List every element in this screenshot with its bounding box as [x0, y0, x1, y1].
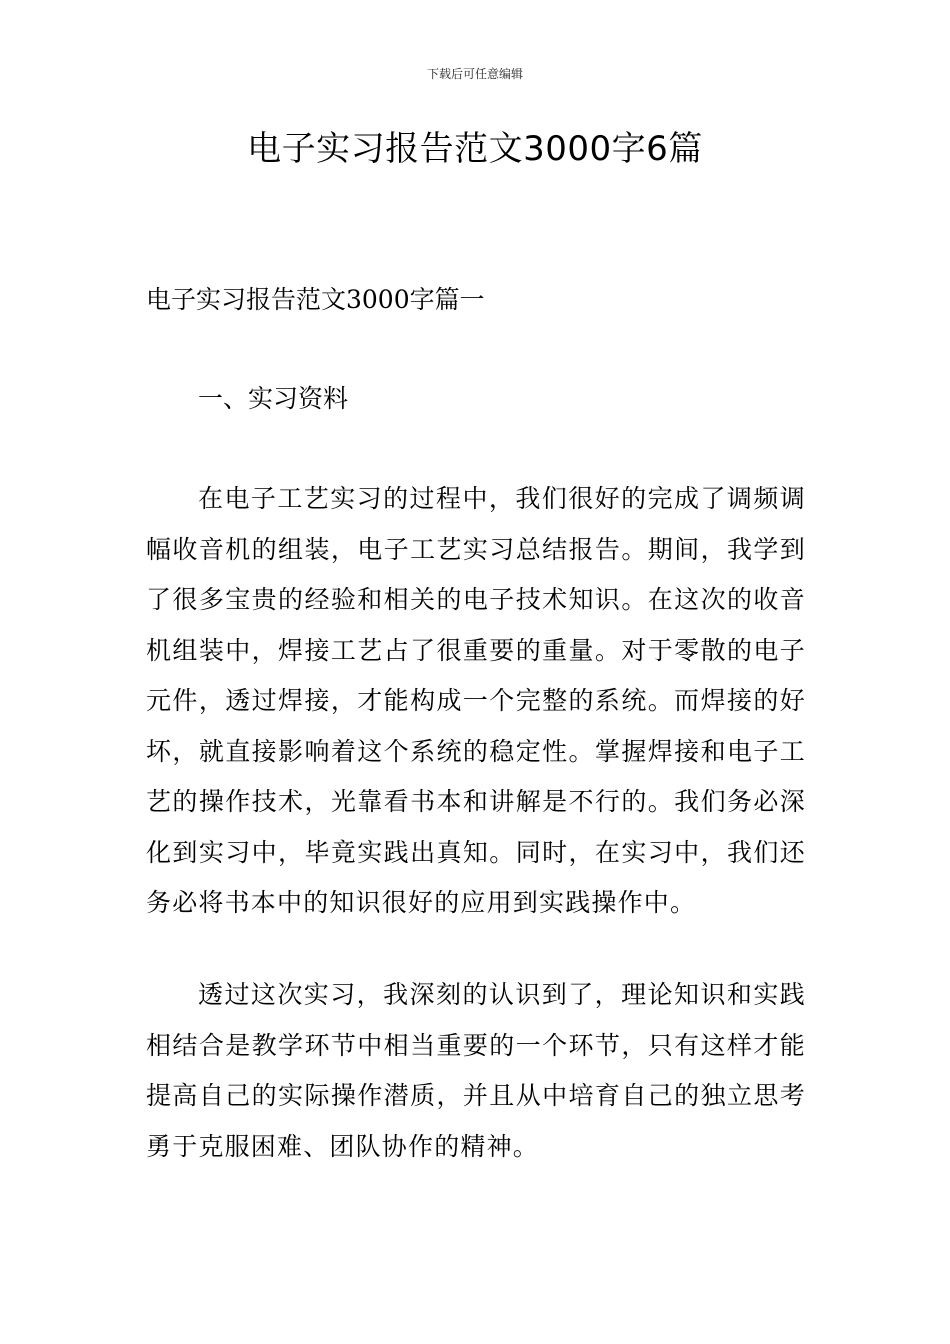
header-note: 下载后可任意编辑	[426, 67, 523, 81]
document-title: 电子实习报告范文3000字6篇	[247, 129, 703, 169]
section-heading: 电子实习报告范文3000字篇一	[146, 285, 485, 314]
paragraph-1: 在电子工艺实习的过程中，我们很好的完成了调频调幅收音机的组装，电子工艺实习总结报告。期间，我学到了很多宝贵的经验和相关的电子技术知识。在这次的收音机组装中，焊接工艺占了很重要的重量。对于零散的电子元件，透过焊接，才能构成一个完整的系统。而焊接的好坏，就直接影响着这个系统的稳定性。掌握焊接和电子工艺的操作技术，光靠看书本和讲解是不行的。我们务必深化到实习中，毕竟实践出真知。同时，在实习中，我们还务必将书本中的知识很好的应用到实践操作中。	[146, 484, 806, 917]
sub-heading: 一、实习资料	[198, 384, 349, 413]
paragraph-2: 透过这次实习，我深刻的认识到了，理论知识和实践相结合是教学环节中相当重要的一个环节，只有这样才能提高自己的实际操作潜质，并且从中培育自己的独立思考勇于克服困难、团队协作的精神。	[146, 980, 806, 1161]
